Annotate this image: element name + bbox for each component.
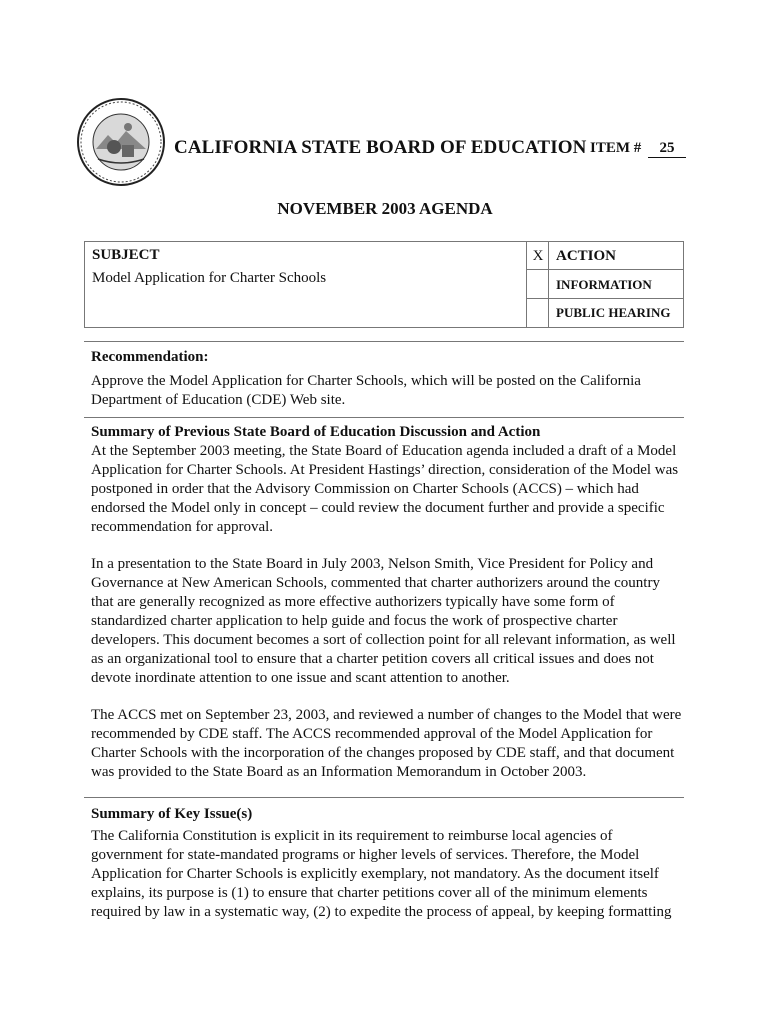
subject-text: Model Application for Charter Schools xyxy=(92,270,327,286)
paragraph: The ACCS met on September 23, 2003, and reviewed a number of changes to the Model that were recommended by CDE staff. The ACCS recommended approval of the Model Application for Charter Schools with the incorporation of the changes proposed by CDE staff, and that document was provided to the State Board as an Information Memorandum in October 2003. xyxy=(91,707,682,780)
state-seal-icon xyxy=(76,97,166,187)
section-heading: Summary of Key Issue(s) xyxy=(91,806,253,822)
section-divider xyxy=(84,417,684,418)
item-number: 25 xyxy=(648,140,686,158)
recommendation-section xyxy=(91,348,683,410)
agenda-title: NOVEMBER 2003 AGENDA xyxy=(277,199,493,218)
section-heading: Summary of Previous State Board of Education Discussion and Action xyxy=(91,424,541,440)
key-issues-section xyxy=(91,805,683,922)
board-title: CALIFORNIA STATE BOARD OF EDUCATION xyxy=(174,137,587,158)
public-hearing-checkbox[interactable] xyxy=(527,299,549,327)
section-divider xyxy=(84,797,684,798)
action-checkbox[interactable]: X xyxy=(527,242,549,270)
paragraph: In a presentation to the State Board in July 2003, Nelson Smith, Vice President for Policy and Governance at New American Schools, commented that charter authorizers around the country that are generally recognized as more effective authorizers typically have some form of standardized charter application to help guide and focus the work of prospective charter developers. This document becomes a sort of collection point for all relevant information, as well as an organizational tool to ensure that a charter petition covers all critical issues and does not devote inordinate attention to one issue and scant attention to another. xyxy=(91,556,676,686)
option-column xyxy=(548,242,684,327)
checkbox-column xyxy=(526,242,549,327)
option-information: INFORMATION xyxy=(549,270,684,299)
paragraph: Approve the Model Application for Charter Schools, which will be posted on the California Department of Education (CDE) Web site. xyxy=(91,373,641,408)
option-public-hearing: PUBLIC HEARING xyxy=(556,305,671,320)
section-divider xyxy=(84,341,684,342)
section-heading: Recommendation: xyxy=(91,349,209,365)
subject-table xyxy=(84,241,684,328)
item-label: ITEM # xyxy=(590,140,642,156)
paragraph: The California Constitution is explicit in its requirement to reimburse local agencies of government for state-mandated programs or higher levels of services. Therefore, the Model Application for Charter Schools is explicitly exemplary, not mandatory. As the document itself explains, its purpose is (1) to ensure that charter petitions cover all of the minimum elements required by law in a systematic way, (2) to expedite the process of appeal, by keeping formatting xyxy=(91,828,672,920)
option-action: ACTION xyxy=(549,242,684,270)
paragraph: At the September 2003 meeting, the State Board of Education agenda included a draft of a Model Application for Charter Schools. At President Hastings’ direction, consideration of the Model was postponed in order that the Advisory Commission on Charter Schools (ACCS) – which had endorsed the Model only in concept – could review the document further and provide a specific recommendation for approval. xyxy=(91,443,679,535)
previous-discussion-section xyxy=(91,423,683,782)
information-checkbox[interactable] xyxy=(527,270,549,299)
subject-label: SUBJECT xyxy=(92,247,160,263)
